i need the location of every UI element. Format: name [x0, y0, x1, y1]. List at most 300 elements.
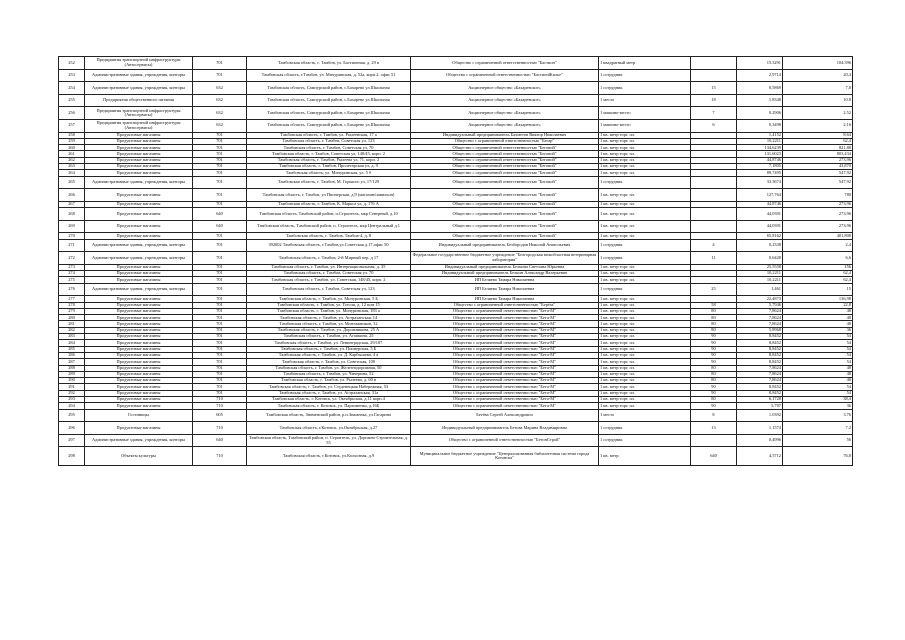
count-cell: 80	[691, 365, 737, 371]
volume-cell: 156	[783, 264, 853, 270]
object-type-cell: Продуктовые магазины	[85, 132, 193, 138]
row-number-cell: 282	[59, 327, 85, 333]
count-cell: 8	[691, 409, 737, 422]
code-cell: 701	[193, 57, 247, 70]
table-row	[59, 220, 853, 233]
count-cell: 11	[691, 252, 737, 265]
owner-cell: Индивидуальный предприниматель Белкин Александр Валерьевич	[411, 271, 599, 277]
code-cell: 701	[193, 264, 247, 270]
unit-cell: 1 машино-место	[599, 119, 691, 132]
row-number-cell: 281	[59, 321, 85, 327]
table-row	[59, 82, 853, 95]
norm-cell: 2,9714	[737, 69, 783, 82]
object-type-cell: Административные здания, учреждения, конторы	[85, 82, 193, 95]
object-type-cell: Продуктовые магазины	[85, 308, 193, 314]
object-type-cell: Продуктовые магазины	[85, 170, 193, 176]
count-cell: 90	[691, 384, 737, 390]
norm-cell: 44,0391	[737, 208, 783, 221]
count-cell	[691, 189, 737, 202]
unit-cell: 1 кв. метр	[599, 447, 691, 466]
count-cell: 13	[691, 422, 737, 435]
unit-cell: 1 место	[599, 94, 691, 107]
row-number-cell: 252	[59, 57, 85, 70]
row-number-cell: 267	[59, 201, 85, 207]
object-type-cell: Продуктовые магазины	[85, 365, 193, 371]
owner-cell: Общество с ограниченной ответственностью "Берёза"	[411, 302, 599, 308]
object-type-cell: Продуктовые магазины	[85, 157, 193, 163]
unit-cell: 1 кв. метр торг. пл.	[599, 340, 691, 346]
owner-cell: Акционерное общество «Бахаревское»	[411, 94, 599, 107]
count-cell: 640	[691, 447, 737, 466]
owner-cell: Общество с ограниченной ответственностью "Бета-М"	[411, 321, 599, 327]
row-number-cell: 253	[59, 69, 85, 82]
volume-cell: 48	[783, 315, 853, 321]
unit-cell: 1 кв. метр торг. пл.	[599, 359, 691, 365]
address-cell: Тамбовская область, г. Тамбов, Советская ул, 148/45, корп. 2	[247, 151, 411, 157]
count-cell	[691, 208, 737, 221]
owner-cell: Общество с ограниченной ответственностью "Беговой"	[411, 164, 599, 170]
norm-cell: 8,8452	[737, 334, 783, 340]
row-number-cell: 292	[59, 390, 85, 396]
owner-cell: Общество с ограниченной ответственностью "Бета-М"	[411, 340, 599, 346]
table-row	[59, 57, 853, 70]
row-number-cell: 261	[59, 151, 85, 157]
table-body	[59, 57, 853, 466]
owner-cell: Акционерное общество «Бахаревское»	[411, 107, 599, 120]
owner-cell: Индивидуальный предприниматель Бетова Марина Владимировна	[411, 422, 599, 435]
owner-cell: Общество с ограниченной ответственностью "Бета-М"	[411, 308, 599, 314]
norm-cell: 134,6239	[737, 145, 783, 151]
norm-cell: 5,8968	[737, 327, 783, 333]
row-number-cell: 259	[59, 138, 85, 144]
norm-cell: 10,2211	[737, 271, 783, 277]
norm-cell: 1,4152	[737, 132, 783, 138]
object-type-cell: Административные здания, учреждения, конторы	[85, 176, 193, 189]
count-cell: 80	[691, 321, 737, 327]
count-cell: 80	[691, 308, 737, 314]
address-cell: Тамбовская область, г. Тамбов, ул. Советская, 100	[247, 359, 411, 365]
row-number-cell: 276	[59, 283, 85, 296]
object-type-cell: Продуктовые магазины	[85, 271, 193, 277]
code-cell: 701	[193, 302, 247, 308]
unit-cell: 1 машино-место	[599, 107, 691, 120]
row-number-cell: 279	[59, 308, 85, 314]
row-number-cell: 257	[59, 119, 85, 132]
owner-cell: Федеральное государственное бюджетное учреждение "Белгородская межобластная ветеринарная лаборатория"	[411, 252, 599, 265]
address-cell: Тамбовская область, г. Тамбов, Пролетарская ул, д. 9	[247, 164, 411, 170]
count-cell: 18	[691, 94, 737, 107]
volume-cell: 20,4	[783, 69, 853, 82]
table-row	[59, 239, 853, 252]
volume-cell: 273,96	[783, 201, 853, 207]
norm-cell: 5,787	[737, 403, 783, 409]
count-cell	[691, 57, 737, 70]
address-cell: Тамбовская область, г.Тамбов, ул. Мичуринская, д. 52а, корп.2, офис 51	[247, 69, 411, 82]
row-number-cell: 284	[59, 340, 85, 346]
unit-cell: 1 кв. метр торг. пл.	[599, 321, 691, 327]
code-cell: 701	[193, 252, 247, 265]
address-cell: Тамбовская область, Сампурский район, с.Бахарево ул.Школьная	[247, 82, 411, 95]
code-cell: 701	[193, 138, 247, 144]
address-cell: Тамбовская область, г. Тамбов, ул. Железнодорожная, 50	[247, 365, 411, 371]
table-row	[59, 283, 853, 296]
unit-cell: 1 кв. метр торг. пл.	[599, 327, 691, 333]
code-cell: 701	[193, 352, 247, 358]
code-cell: 632	[193, 119, 247, 132]
unit-cell: 1 кв. метр торг. пл.	[599, 233, 691, 239]
code-cell: 701	[193, 296, 247, 302]
norm-cell: 0,2338	[737, 239, 783, 252]
volume-cell: 401,808	[783, 233, 853, 239]
address-cell: Тамбовская область, г. Тамбов, ул Пионерская, д.9 (магазин/павильон)	[247, 189, 411, 202]
address-cell: Тамбовская область, г. Тамбов, Рылеева ул, 71, корп. 2	[247, 157, 411, 163]
volume-cell: 7.2	[783, 422, 853, 435]
object-type-cell: Предприятия общественного питания	[85, 94, 193, 107]
owner-cell: Общество с ограниченной ответственностью "Беговой"	[411, 220, 599, 233]
volume-cell: 48	[783, 371, 853, 377]
address-cell: Тамбовская область, г. Тамбов, ул. Гоголя, д. 12 пом 15	[247, 302, 411, 308]
row-number-cell: 294	[59, 403, 85, 409]
object-type-cell: Предприятия транспортной инфраструктуры (Автосервисы)	[85, 107, 193, 120]
norm-cell: 6,1728	[737, 397, 783, 403]
volume-cell: 56	[783, 434, 853, 447]
norm-cell: 7,8624	[737, 371, 783, 377]
row-number-cell: 277	[59, 296, 85, 302]
code-cell: 701	[193, 283, 247, 296]
volume-cell: 8.64	[783, 132, 853, 138]
norm-cell: 7,8624	[737, 315, 783, 321]
unit-cell: 1 кв. метр торг. пл.	[599, 352, 691, 358]
volume-cell: 2,16	[783, 119, 853, 132]
code-cell: 632	[193, 94, 247, 107]
volume-cell: 38,4	[783, 397, 853, 403]
code-cell: 701	[193, 176, 247, 189]
count-cell: 80	[691, 378, 737, 384]
owner-cell: Акционерное общество «Бахаревское»	[411, 119, 599, 132]
row-number-cell: 297	[59, 434, 85, 447]
volume-cell: 36	[783, 327, 853, 333]
row-number-cell: 272	[59, 252, 85, 265]
unit-cell: 1 сотрудник	[599, 283, 691, 296]
count-cell: 90	[691, 340, 737, 346]
unit-cell: 1 квадратный метр	[599, 57, 691, 70]
address-cell: Тамбовская область, Тамбовский район, п. Строитель, мкр Центральный д.1	[247, 220, 411, 233]
object-type-cell: Продуктовые магазины	[85, 334, 193, 340]
table-row	[59, 422, 853, 435]
unit-cell: 1 кв. метр торг. пл.	[599, 157, 691, 163]
count-cell: 80	[691, 315, 737, 321]
norm-cell: 8,8452	[737, 352, 783, 358]
row-number-cell: 283	[59, 334, 85, 340]
unit-cell: 1 сотрудник	[599, 176, 691, 189]
owner-cell: Общество с ограниченной ответственностью "Беговой"	[411, 176, 599, 189]
owner-cell: Муниципальное бюджетное учреждение "Централизованная библиотечная система города Котовска"	[411, 447, 599, 466]
count-cell: 90	[691, 403, 737, 409]
norm-cell: 1.1574	[737, 422, 783, 435]
address-cell: Тамбовская область, Сампурский район, с.Бахарево ул.Школьная	[247, 94, 411, 107]
code-cell: 701	[193, 145, 247, 151]
unit-cell: 1 место	[599, 409, 691, 422]
code-cell: 640	[193, 220, 247, 233]
code-cell: 701	[193, 334, 247, 340]
norm-cell: 7,8624	[737, 365, 783, 371]
volume-cell: 7,8	[783, 82, 853, 95]
norm-cell: 7,1805	[737, 164, 783, 170]
object-type-cell: Продуктовые магазины	[85, 352, 193, 358]
object-type-cell: Продуктовые магазины	[85, 384, 193, 390]
unit-cell: 1 кв. метр торг. пл.	[599, 132, 691, 138]
address-cell: Тамбовская область, г. Тамбов, 2-й Мирный пер, д 17	[247, 252, 411, 265]
volume-cell: 54	[783, 346, 853, 352]
owner-cell: Общество с ограниченной ответственностью "Бета-М"	[411, 378, 599, 384]
owner-cell: Общество с ограниченной ответственностью "Бета-М"	[411, 346, 599, 352]
code-cell: 701	[193, 308, 247, 314]
norm-cell: 1.8348	[737, 94, 783, 107]
owner-cell: Общество с ограниченной ответственностью "Бегар"	[411, 138, 599, 144]
table-row	[59, 409, 853, 422]
volume-cell: 803,434	[783, 151, 853, 157]
object-type-cell: Продуктовые магазины	[85, 340, 193, 346]
object-type-cell: Административные здания, учреждения, конторы	[85, 283, 193, 296]
owner-cell: Общество с ограниченной ответственностью "Беговой"	[411, 189, 599, 202]
table-row	[59, 107, 853, 120]
table-row	[59, 189, 853, 202]
unit-cell: 1 кв. метр торг. пл.	[599, 365, 691, 371]
count-cell: 80	[691, 327, 737, 333]
row-number-cell: 262	[59, 157, 85, 163]
count-cell: 90	[691, 390, 737, 396]
unit-cell: 1 кв. метр торг. пл.	[599, 151, 691, 157]
volume-cell: 54	[783, 352, 853, 358]
object-type-cell: Объекты культуры	[85, 447, 193, 466]
address-cell: Тамбовская область, г. Тамбов, М. Горького ул, 17/129	[247, 176, 411, 189]
norm-cell: 1,461	[737, 283, 783, 296]
address-cell: Тамбовская область, г. Тамбов, ул. Астраханская, 14	[247, 315, 411, 321]
row-number-cell: 263	[59, 164, 85, 170]
row-number-cell: 285	[59, 346, 85, 352]
code-cell: 701	[193, 315, 247, 321]
norm-cell: 127,764	[737, 189, 783, 202]
volume-cell: 54	[783, 334, 853, 340]
volume-cell: 6,6	[783, 252, 853, 265]
object-type-cell: Административные здания, учреждения, конторы	[85, 69, 193, 82]
unit-cell: 1 кв. метр торг. пл.	[599, 302, 691, 308]
row-number-cell: 291	[59, 384, 85, 390]
count-cell: 80	[691, 371, 737, 377]
address-cell: Тамбовская область, г. Тамбов, ул. Мичуринская, 183 а	[247, 308, 411, 314]
norm-cell: 7,8624	[737, 378, 783, 384]
norm-cell: 8,8452	[737, 359, 783, 365]
object-type-cell: Административные здания, учреждения, конторы	[85, 252, 193, 265]
volume-cell: 62,4	[783, 271, 853, 277]
row-number-cell: 270	[59, 233, 85, 239]
volume-cell: 48	[783, 321, 853, 327]
address-cell: Тамбовская область, г. Котовск, ул. Пархоменко, д.16Б	[247, 403, 411, 409]
unit-cell: 1 кв. метр торг. пл.	[599, 384, 691, 390]
address-cell: Тамбовская область, г. Котовск, ул. Октябрьская, д.11 корп.4	[247, 397, 411, 403]
unit-cell: 1 кв. метр торг. пл.	[599, 346, 691, 352]
table-row	[59, 94, 853, 107]
address-cell: Тамбовская область, Тамбовский район, п.Строитель, мкр Северный, д.10	[247, 208, 411, 221]
row-number-cell: 289	[59, 371, 85, 377]
owner-cell: Общество с ограниченной ответственностью "Беговой"	[411, 208, 599, 221]
code-cell: 710	[193, 422, 247, 435]
address-cell: Тамбовская область, г. Тамбов, ул. Рылеева, д. 60 в	[247, 378, 411, 384]
owner-cell: Общество с ограниченной ответственностью "Бета-М"	[411, 334, 599, 340]
owner-cell: Общество с ограниченной ответственностью "Бета-М"	[411, 315, 599, 321]
count-cell: 15	[691, 82, 737, 95]
object-type-cell: Продуктовые магазины	[85, 208, 193, 221]
owner-cell: ИП Беляева Тамара Николаевна	[411, 277, 599, 283]
count-cell: 25	[691, 283, 737, 296]
volume-cell: 2.52	[783, 107, 853, 120]
volume-cell: 136,98	[783, 296, 853, 302]
norm-cell: 65,8162	[737, 233, 783, 239]
code-cell: 640	[193, 208, 247, 221]
volume-cell: 36	[783, 403, 853, 409]
row-number-cell: 280	[59, 315, 85, 321]
address-cell: Тамбовская область, г.Котовск, ул.Колхозная, д.9	[247, 447, 411, 466]
volume-cell: 104.396	[783, 57, 853, 70]
count-cell	[691, 69, 737, 82]
object-type-cell: Продуктовые магазины	[85, 145, 193, 151]
object-type-cell: Продуктовые магазины	[85, 302, 193, 308]
volume-cell: 62,4	[783, 277, 853, 283]
row-number-cell: 265	[59, 176, 85, 189]
code-cell: 701	[193, 371, 247, 377]
address-cell: Тамбовская область, г. Тамбов, ул. Астраханская, 31а	[247, 390, 411, 396]
unit-cell: 1 кв. метр торг. пл.	[599, 308, 691, 314]
code-cell: 640	[193, 434, 247, 447]
unit-cell: 1 кв. метр торг. пл.	[599, 220, 691, 233]
address-cell: Тамбовская область, г. Тамбов, ул. Советская, 148/45, корп. 2	[247, 277, 411, 283]
address-cell: Тамбовская область, г. Тамбов, ул. Студенецкая Набережная, 53	[247, 384, 411, 390]
address-cell: Тамбовская область, г.Котовск, ул.Октябрьская, д.27	[247, 422, 411, 435]
address-cell: Тамбовская область, г. Тамбов, ул. Пионерская, 5 Б	[247, 346, 411, 352]
unit-cell: 1 кв. метр торг. пл.	[599, 371, 691, 377]
object-type-cell: Продуктовые магазины	[85, 233, 193, 239]
object-type-cell: Продуктовые магазины	[85, 403, 193, 409]
registry-table	[58, 56, 853, 466]
row-number-cell: 260	[59, 145, 85, 151]
count-cell: 7	[691, 107, 737, 120]
volume-cell: 273,96	[783, 208, 853, 221]
spreadsheet-page	[58, 56, 853, 466]
object-type-cell: Продуктовые магазины	[85, 189, 193, 202]
row-number-cell: 256	[59, 107, 85, 120]
unit-cell: 1 кв. метр торг. пл.	[599, 201, 691, 207]
owner-cell: ИП Беляева Тамара Николаевна	[411, 296, 599, 302]
table-row	[59, 434, 853, 447]
owner-cell: Общество с ограниченной ответственностью "Бета-М"	[411, 359, 599, 365]
count-cell: 4	[691, 239, 737, 252]
address-cell: Тамбовская область, г. Тамбов, ул. Чичерина, 52	[247, 371, 411, 377]
address-cell: Тамбовская область, г. Тамбов, ул. Ленинградская, 29/107	[247, 340, 411, 346]
row-number-cell: 269	[59, 220, 85, 233]
row-number-cell: 274	[59, 271, 85, 277]
norm-cell: 44,8746	[737, 157, 783, 163]
norm-cell: 33.5674	[737, 176, 783, 189]
owner-cell: ИП Беляева Тамара Николаевна	[411, 283, 599, 296]
row-number-cell: 254	[59, 82, 85, 95]
unit-cell: 1 кв. метр торг. пл.	[599, 145, 691, 151]
address-cell: Тамбовская область, г. Тамбов, ул. Дорожникова, 25 А	[247, 327, 411, 333]
code-cell: 701	[193, 378, 247, 384]
volume-cell: 15	[783, 283, 853, 296]
unit-cell: 1 сотрудник	[599, 239, 691, 252]
code-cell: 701	[193, 365, 247, 371]
address-cell: Тамбовская область, г. Тамбов, ул. Д. Карбышева, 4 а	[247, 352, 411, 358]
owner-cell: Общество с ограниченной ответственностью "Беговой"	[411, 151, 599, 157]
count-cell: 58	[691, 302, 737, 308]
norm-cell: 0,6428	[737, 252, 783, 265]
unit-cell: 1 кв. метр торг. пл.	[599, 189, 691, 202]
address-cell: 392002 Тамбовская область, г.Тамбов,ул.Советская д.17,офис 50	[247, 239, 411, 252]
volume-cell: 62,4	[783, 138, 853, 144]
address-cell: Тамбовская область, ул. Мичуринская, ул. 5 б	[247, 170, 411, 176]
code-cell: 710	[193, 397, 247, 403]
owner-cell: Общество с ограниченной ответственностью "Беговой"	[411, 157, 599, 163]
volume-cell: 48	[783, 378, 853, 384]
address-cell: Тамбовская область, г. Тамбов, ул. Монтажников, 32	[247, 321, 411, 327]
object-type-cell: Продуктовые магазины	[85, 138, 193, 144]
volume-cell: 54	[783, 340, 853, 346]
volume-cell: 3.76	[783, 409, 853, 422]
object-type-cell: Продуктовые магазины	[85, 151, 193, 157]
row-number-cell: 293	[59, 397, 85, 403]
unit-cell: 1 кв. метр торг. пл.	[599, 315, 691, 321]
unit-cell: 1 кв. метр торг. пл.	[599, 164, 691, 170]
owner-cell: Общество с ограниченной ответственностью "Беговой"	[411, 170, 599, 176]
norm-cell: 0,4996	[737, 434, 783, 447]
volume-cell: 2,4	[783, 239, 853, 252]
code-cell: 701	[193, 189, 247, 202]
count-cell: 6	[691, 119, 737, 132]
code-cell: 701	[193, 384, 247, 390]
count-cell: 90	[691, 346, 737, 352]
address-cell: Тамбовская область, г. Тамбов, Советская ул, 123	[247, 138, 411, 144]
code-cell: 632	[193, 107, 247, 120]
code-cell: 710	[193, 447, 247, 466]
owner-cell: Общество с ограниченной ответственностью "БетонСтрой"	[411, 434, 599, 447]
unit-cell: 1 сотрудник	[599, 69, 691, 82]
table-row	[59, 69, 853, 82]
unit-cell: 1 кв. метр торг. пл.	[599, 170, 691, 176]
owner-cell: Общество с ограниченной ответственностью "БастионЖилье"	[411, 69, 599, 82]
norm-cell: 5,7946	[737, 302, 783, 308]
object-type-cell: Административные здания, учреждения, конторы	[85, 239, 193, 252]
norm-cell: 8,8452	[737, 346, 783, 352]
norm-cell: 44,8746	[737, 201, 783, 207]
code-cell: 701	[193, 239, 247, 252]
count-cell	[691, 434, 737, 447]
code-cell: 710	[193, 403, 247, 409]
address-cell: Тамбовская область, г. Тамбов, Тамбов-4, д. 8	[247, 233, 411, 239]
unit-cell: 1 кв. метр торг. пл.	[599, 390, 691, 396]
table-row	[59, 208, 853, 221]
code-cell: 701	[193, 327, 247, 333]
row-number-cell: 258	[59, 132, 85, 138]
object-type-cell: Продуктовые магазины	[85, 422, 193, 435]
owner-cell: Акционерное общество «Бахаревское»	[411, 82, 599, 95]
address-cell: Тамбовская область, г. Тамбов, Советская ул, 123	[247, 283, 411, 296]
norm-cell: 0,3498	[737, 119, 783, 132]
unit-cell: 1 сотрудник	[599, 252, 691, 265]
row-number-cell: 290	[59, 378, 85, 384]
volume-cell: 54	[783, 384, 853, 390]
table-row	[59, 119, 853, 132]
owner-cell: Общество с ограниченной ответственностью "Беговой"	[411, 145, 599, 151]
